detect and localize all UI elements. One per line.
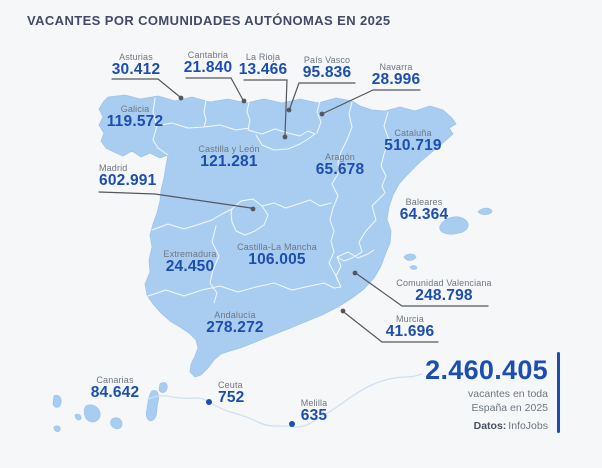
region-value: 278.272 <box>206 319 264 336</box>
region-label-cantabria <box>184 50 233 76</box>
region-label-navarra <box>372 62 421 88</box>
region-value: 602.991 <box>99 172 157 189</box>
data-source <box>360 419 548 433</box>
region-name: Extremadura <box>163 249 217 259</box>
source-value: InfoJobs <box>508 420 548 432</box>
region-name: País Vasco <box>303 55 351 65</box>
total-vacancies-value: 2.460.405 <box>425 355 548 385</box>
region-name: Cantabria <box>187 50 229 60</box>
region-value: 95.836 <box>302 64 352 81</box>
region-label-melilla <box>301 398 328 424</box>
page-title: VACANTES POR COMUNIDADES AUTÓNOMAS EN 2025 <box>27 13 391 28</box>
region-label-pais-vasco <box>303 55 352 81</box>
region-value: 510.719 <box>384 137 442 154</box>
region-label-canarias <box>91 375 140 401</box>
region-value: 65.678 <box>315 161 365 178</box>
total-accent-bar <box>557 352 560 433</box>
ceuta-dot <box>206 399 212 405</box>
region-name: Navarra <box>379 62 413 72</box>
region-value: 121.281 <box>200 153 258 170</box>
region-label-la-rioja <box>239 52 288 78</box>
region-name: La Rioja <box>245 52 281 62</box>
region-name: Baleares <box>405 197 443 207</box>
region-label-comunidad-valenciana <box>396 278 491 304</box>
region-label-baleares <box>400 197 449 223</box>
region-value: 106.005 <box>248 251 306 268</box>
region-name: Ceuta <box>218 380 243 390</box>
total-caption: vacantes en toda España en 2025 <box>468 388 548 414</box>
region-label-galicia <box>107 104 164 130</box>
region-value: 119.572 <box>106 113 164 130</box>
region-value: 248.798 <box>415 287 473 304</box>
region-name: Galicia <box>120 104 150 114</box>
source-label: Datos: <box>473 420 507 432</box>
region-label-aragon <box>316 152 365 178</box>
region-name: Andalucía <box>214 310 256 320</box>
region-value: 41.696 <box>385 323 435 340</box>
region-value: 752 <box>218 389 245 406</box>
region-name: Asturias <box>119 52 153 62</box>
region-label-asturias <box>112 52 161 78</box>
region-name: Melilla <box>300 398 328 408</box>
region-value: 635 <box>300 407 328 424</box>
region-name: Castilla y León <box>198 144 260 154</box>
region-name: Cataluña <box>394 128 432 138</box>
region-label-extremadura <box>163 249 216 275</box>
region-label-castilla-y-leon <box>198 144 259 170</box>
region-value: 24.450 <box>165 258 215 275</box>
region-label-andalucia <box>206 310 263 336</box>
melilla-dot <box>289 421 295 427</box>
region-name: Castilla-La Mancha <box>237 242 317 252</box>
region-value: 21.840 <box>183 59 233 76</box>
region-name: Murcia <box>396 314 424 324</box>
total-summary <box>360 356 548 433</box>
region-name: Madrid <box>99 163 128 173</box>
region-label-madrid <box>99 163 156 189</box>
region-label-murcia <box>386 314 435 340</box>
region-name: Canarias <box>96 375 134 385</box>
region-value: 13.466 <box>238 61 288 78</box>
region-value: 30.412 <box>111 61 161 78</box>
region-label-castilla-la-mancha <box>237 242 317 268</box>
region-value: 84.642 <box>90 384 140 401</box>
region-label-ceuta <box>218 380 244 406</box>
region-value: 28.996 <box>371 71 421 88</box>
region-name: Aragón <box>325 152 355 162</box>
region-value: 64.364 <box>399 206 449 223</box>
region-label-cataluna <box>384 128 441 154</box>
region-name: Comunidad Valenciana <box>396 278 492 288</box>
